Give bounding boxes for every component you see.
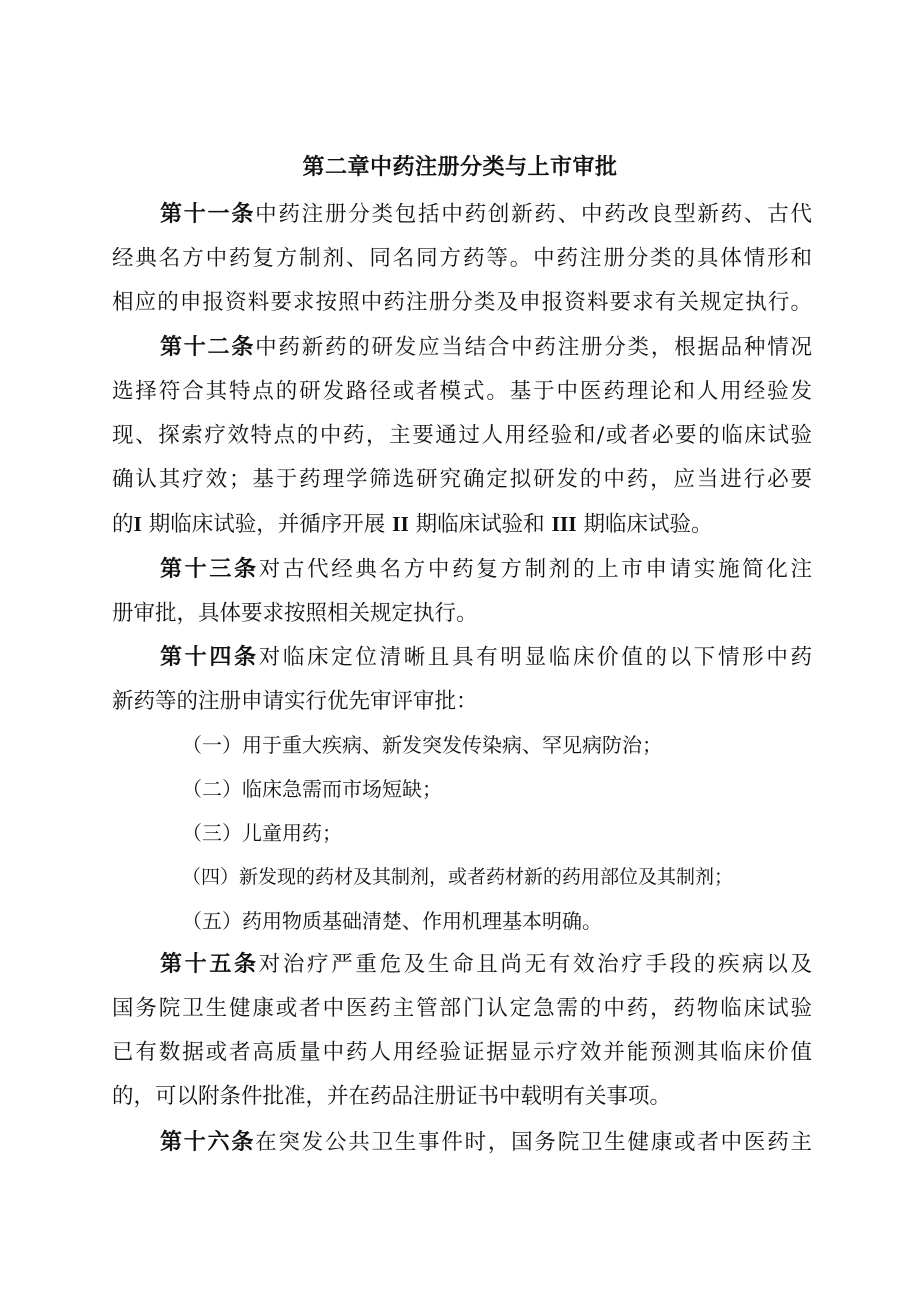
article-16-line-1: 第十六条在突发公共卫生事件时，国务院卫生健康或者中医药主	[160, 1130, 812, 1155]
article-13-line-1: 第十三条对古代经典名方中药复方制剂的上市申请实施简化注	[160, 557, 812, 582]
article-11-line-2: 经典名方中药复方制剂、同名同方药等。中药注册分类的具体情形和	[112, 246, 812, 271]
article-13-label: 第十三条	[160, 557, 259, 582]
article-11-line-1: 第十一条中药注册分类包括中药创新药、中药改良型新药、古代	[160, 202, 812, 227]
article-11-label: 第十一条	[160, 202, 256, 227]
list-item: （五）药用物质基础清楚、作用机理基本明确。	[182, 909, 602, 933]
chapter-title: 第二章中药注册分类与上市审批	[302, 155, 618, 180]
article-12-line-1: 第十二条中药新药的研发应当结合中药注册分类，根据品种情况	[160, 335, 812, 360]
article-14-line-1: 第十四条对临床定位清晰且具有明显临床价值的以下情形中药	[160, 645, 812, 670]
article-11-line-3: 相应的申报资料要求按照中药注册分类及申报资料要求有关规定执行。	[112, 290, 812, 315]
article-12-label: 第十二条	[160, 335, 256, 360]
article-12-line-4: 确认其疗效；基于药理学筛选研究确定拟研发的中药，应当进行必要	[112, 467, 812, 492]
article-13-line-2: 册审批，具体要求按照相关规定执行。	[112, 601, 478, 626]
article-15-line-1: 第十五条对治疗严重危及生命且尚无有效治疗手段的疾病以及	[160, 952, 812, 977]
article-12-line-2: 选择符合其特点的研发路径或者模式。基于中医药理论和人用经验发	[112, 379, 812, 404]
article-15-line-3: 已有数据或者高质量中药人用经验证据显示疗效并能预测其临床价值	[112, 1040, 812, 1065]
list-item: （四）新发现的药材及其制剂，或者药材新的药用部位及其制剂；	[182, 866, 734, 888]
article-12-line-3: 现、探索疗效特点的中药，主要通过人用经验和/或者必要的临床试验	[112, 423, 812, 448]
list-item: （三）儿童用药；	[182, 821, 342, 845]
article-15-label: 第十五条	[160, 952, 259, 977]
article-15-line-2: 国务院卫生健康或者中医药主管部门认定急需的中药，药物临床试验	[112, 996, 812, 1021]
article-15-line-4: 的，可以附条件批准，并在药品注册证书中载明有关事项。	[112, 1084, 672, 1109]
list-item: （一）用于重大疾病、新发突发传染病、罕见病防治；	[182, 733, 662, 757]
list-item: （二）临床急需而市场短缺；	[182, 777, 442, 801]
article-12-line-5: 的I 期临床试验，并循序开展 II 期临床试验和 III 期临床试验。	[112, 512, 713, 537]
article-14-line-2: 新药等的注册申请实行优先审评审批：	[112, 689, 478, 714]
article-16-label: 第十六条	[160, 1130, 256, 1155]
article-14-label: 第十四条	[160, 645, 259, 670]
